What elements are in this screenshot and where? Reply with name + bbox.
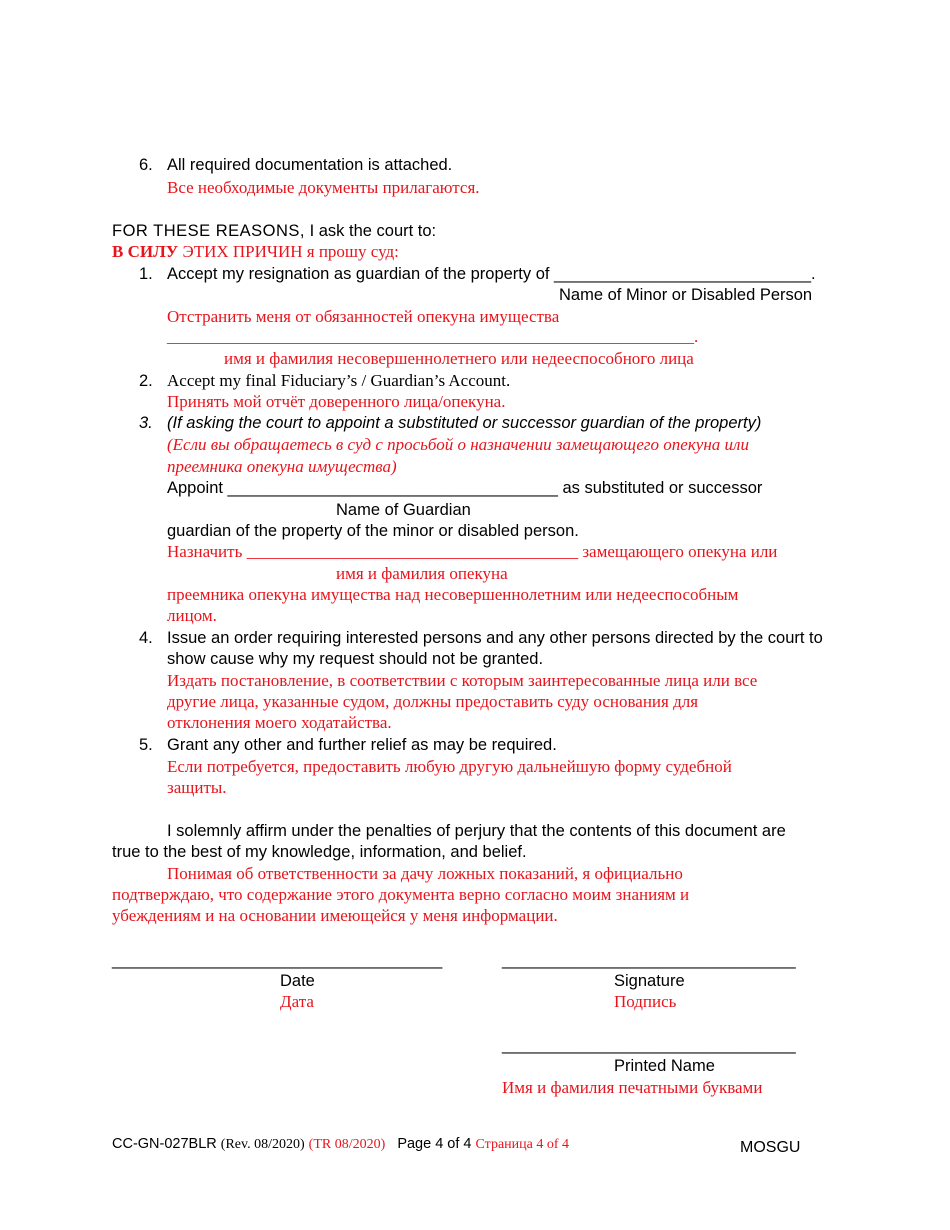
affirmation-text-ru-1: Понимая об ответственности за дачу ложных показаний, я официально: [167, 864, 683, 883]
page-number: Page 4 of 4: [397, 1136, 472, 1152]
minor-name-label: Name of Minor or Disabled Person: [559, 286, 813, 304]
guardian-name-label: Name of Guardian: [336, 501, 471, 519]
request-3-condition-ru-1: (Если вы обращаетесь в суд с просьбой о назначении замещающего опекуна или: [167, 435, 749, 454]
request-2-text: Accept my final Fiduciary’s / Guardian’s Account.: [167, 371, 511, 390]
request-5-text-ru-1: Если потребуется, предоставить любую другую дальнейшую форму судебной: [167, 757, 732, 776]
reasons-heading-ru-rest: ЭТИХ ПРИЧИН я прошу суд:: [178, 242, 399, 261]
printed-name-label-ru: Имя и фамилия печатными буквами: [502, 1078, 763, 1097]
reasons-heading-rest: I ask the court to:: [304, 222, 437, 240]
affirmation-text-2: true to the best of my knowledge, information, and belief.: [112, 843, 527, 861]
date-label-ru: Дата: [280, 992, 314, 1011]
request-5-text-ru-2: защиты.: [167, 778, 227, 797]
request-5-text: Grant any other and further relief as may be required.: [167, 736, 557, 754]
request-5-number: 5.: [139, 736, 153, 754]
item-6-number: 6.: [139, 156, 153, 174]
request-2-number: 2.: [139, 372, 153, 390]
request-3-appoint: Appoint ____________________________________ as substituted or successor: [167, 479, 763, 497]
request-1-line-ru: ______________________________________________________________.: [167, 327, 699, 346]
request-3-condition-ru-2: преемника опекуна имущества): [167, 457, 397, 476]
translation-revision: (TR 08/2020): [308, 1137, 386, 1152]
reasons-heading-ru: [112, 242, 399, 262]
item-6-text-ru: Все необходимые документы прилагаются.: [167, 178, 480, 197]
page-number-ru: Страница 4 of 4: [475, 1137, 570, 1152]
signature-label: Signature: [614, 972, 685, 990]
form-code: MOSGU: [740, 1139, 801, 1156]
request-3-number: 3.: [139, 414, 153, 432]
minor-name-label-ru: имя и фамилия несовершеннолетнего или недееспособного лица: [224, 349, 694, 368]
date-label: Date: [280, 972, 315, 990]
affirmation-text-ru-3: убеждениям и на основании имеющейся у меня информации.: [112, 906, 558, 925]
request-4-number: 4.: [139, 629, 153, 647]
footer-form-info: [112, 1134, 569, 1155]
request-3-condition: (If asking the court to appoint a substituted or successor guardian of the property): [167, 414, 762, 432]
form-revision: (Rev. 08/2020): [220, 1137, 305, 1152]
printed-name-line[interactable]: ________________________________: [502, 1036, 796, 1054]
request-4-text-2: show cause why my request should not be granted.: [167, 650, 544, 668]
form-number: CC-GN-027BLR: [112, 1136, 217, 1152]
printed-name-label: Printed Name: [614, 1057, 715, 1075]
request-4-text-ru-1: Издать постановление, в соответствии с которым заинтересованные лица или все: [167, 671, 758, 690]
item-6-text: All required documentation is attached.: [167, 156, 453, 174]
request-1-text-ru: Отстранить меня от обязанностей опекуна имущества: [167, 307, 560, 326]
reasons-heading: [112, 221, 436, 241]
date-line[interactable]: ____________________________________: [112, 951, 443, 969]
request-1-text: Accept my resignation as guardian of the property of ____________________________.: [167, 265, 816, 283]
signature-line[interactable]: ________________________________: [502, 951, 796, 969]
request-4-text-1: Issue an order requiring interested persons and any other persons directed by the court to: [167, 629, 823, 647]
request-4-text-ru-2: другие лица, указанные судом, должны предоставить суду основания для: [167, 692, 699, 711]
affirmation-text-ru-2: подтверждаю, что содержание этого документа верно согласно моим знаниям и: [112, 885, 690, 904]
request-3-text-ru-3: лицом.: [167, 606, 217, 625]
request-4-text-ru-3: отклонения моего ходатайства.: [167, 713, 392, 732]
reasons-heading-ru-bold: В СИЛУ: [112, 242, 179, 261]
request-3-text-2: guardian of the property of the minor or disabled person.: [167, 522, 579, 540]
guardian-name-label-ru: имя и фамилия опекуна: [336, 564, 508, 583]
reasons-heading-caps: FOR THESE REASONS,: [112, 222, 305, 240]
request-3-appoint-ru: Назначить _______________________________________ замещающего опекуна или: [167, 542, 778, 561]
request-3-text-ru-2: преемника опекуна имущества над несовершеннолетним или недееспособным: [167, 585, 739, 604]
request-1-number: 1.: [139, 265, 153, 283]
request-2-text-ru: Принять мой отчёт доверенного лица/опекуна.: [167, 392, 506, 411]
signature-label-ru: Подпись: [614, 992, 677, 1011]
affirmation-text-1: I solemnly affirm under the penalties of perjury that the contents of this document are: [167, 822, 786, 840]
